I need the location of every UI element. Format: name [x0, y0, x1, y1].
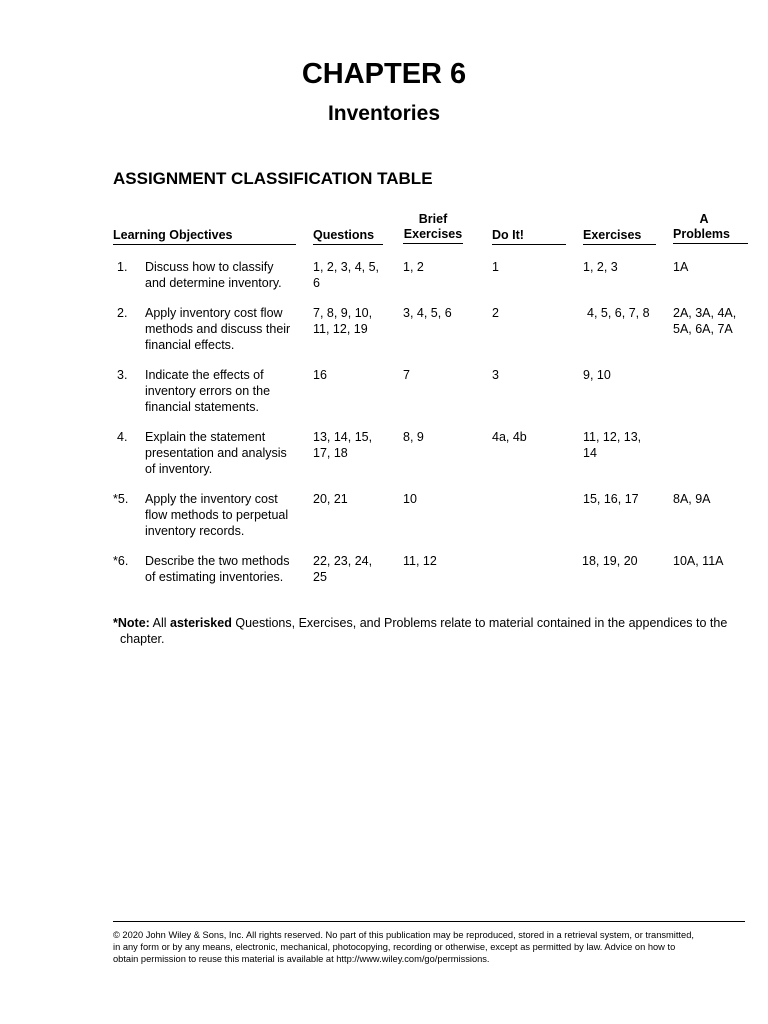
row-exercises	[583, 429, 641, 461]
column-header-brief-line1: Brief	[418, 212, 448, 226]
row-objective	[145, 305, 290, 353]
column-header-objectives: Learning Objectives	[113, 228, 296, 245]
row-objective-line: Explain the statement	[145, 430, 266, 444]
row-questions	[313, 259, 379, 291]
row-a-problems	[673, 491, 711, 507]
note-text-1: All	[152, 616, 167, 630]
row-doit: 3	[492, 368, 499, 382]
footer-line: in any form or by any means, electronic, mechanical, photocopying, recording or otherwise, except as permitted by law. Advice on how to	[113, 942, 676, 952]
chapter-title: CHAPTER 6	[301, 58, 467, 90]
row-objective	[145, 429, 287, 477]
footer-line: © 2020 John Wiley & Sons, Inc. All rights reserved. No part of this publication may be reproduced, stored in a retrieval system, or transmitted,	[113, 930, 694, 940]
row-brief-exercises: 8, 9	[403, 430, 424, 444]
row-exercises-line: 14	[583, 446, 597, 460]
asterisk-note	[113, 615, 743, 647]
column-header-aprob-line1: A	[699, 212, 709, 226]
row-objective-line: flow methods to perpetual	[145, 508, 289, 522]
chapter-subtitle: Inventories	[327, 102, 441, 125]
row-a-problems-line: 10A, 11A	[673, 554, 724, 568]
row-objective	[145, 259, 282, 291]
row-questions	[313, 491, 348, 507]
row-questions-line: 1, 2, 3, 4, 5,	[313, 260, 380, 274]
row-exercises-line: 11, 12, 13,	[583, 430, 642, 444]
note-text-2: Questions, Exercises, and Problems relate to material contained in the appendices to the	[235, 616, 728, 630]
row-objective-line: methods and discuss their	[145, 322, 291, 336]
row-exercises	[583, 367, 611, 383]
column-header-aprob-line2: Problems	[673, 227, 748, 244]
row-objective	[145, 553, 290, 585]
row-brief-exercises: 11, 12	[403, 554, 437, 568]
row-exercises	[583, 491, 639, 507]
row-objective-line: Apply inventory cost flow	[145, 306, 283, 320]
copyright-footer	[113, 929, 745, 965]
row-objective-line: Discuss how to classify	[145, 260, 274, 274]
row-objective-line: of inventory.	[145, 462, 213, 476]
row-questions-line: 22, 23, 24,	[313, 554, 373, 568]
row-exercises	[583, 259, 618, 275]
row-questions-line: 11, 12, 19	[313, 322, 368, 336]
row-objective	[145, 367, 270, 415]
row-objective-line: of estimating inventories.	[145, 570, 284, 584]
row-a-problems	[673, 305, 736, 337]
row-a-problems-line: 1A	[673, 260, 689, 274]
note-label: *Note:	[113, 616, 150, 630]
row-objective-line: Indicate the effects of	[145, 368, 264, 382]
row-exercises-line: 4, 5, 6, 7, 8	[587, 306, 650, 320]
row-exercises	[582, 553, 638, 569]
row-number: 4.	[117, 430, 128, 444]
row-exercises-line: 9, 10	[583, 368, 611, 382]
row-objective	[145, 491, 288, 539]
row-questions	[313, 367, 327, 383]
row-number: 2.	[117, 306, 128, 320]
row-exercises-line: 15, 16, 17	[583, 492, 639, 506]
column-header-brief-line2: Exercises	[403, 227, 463, 244]
row-questions	[313, 429, 372, 461]
row-doit: 4a, 4b	[492, 430, 527, 444]
row-questions-line: 16	[313, 368, 327, 382]
row-number: 1.	[117, 260, 128, 274]
column-header-exercises: Exercises	[583, 228, 656, 245]
row-exercises-line: 1, 2, 3	[583, 260, 618, 274]
row-exercises-line: 18, 19, 20	[582, 554, 638, 568]
row-objective-line: presentation and analysis	[145, 446, 287, 460]
row-questions-line: 7, 8, 9, 10,	[313, 306, 373, 320]
section-title: ASSIGNMENT CLASSIFICATION TABLE	[113, 169, 433, 188]
row-questions-line: 6	[313, 276, 320, 290]
row-a-problems-line: 2A, 3A, 4A,	[673, 306, 737, 320]
column-header-brief-exercises	[403, 212, 463, 245]
row-brief-exercises: 1, 2	[403, 260, 424, 274]
row-brief-exercises: 10	[403, 492, 417, 506]
row-objective-line: Apply the inventory cost	[145, 492, 278, 506]
row-a-problems-line: 5A, 6A, 7A	[673, 322, 733, 336]
row-number: *6.	[113, 554, 129, 568]
row-brief-exercises: 3, 4, 5, 6	[403, 306, 452, 320]
row-objective-line: financial statements.	[145, 400, 259, 414]
row-brief-exercises: 7	[403, 368, 410, 382]
column-header-a-problems	[673, 212, 748, 245]
row-questions-line: 17, 18	[313, 446, 348, 460]
row-doit: 2	[492, 306, 499, 320]
row-questions-line: 13, 14, 15,	[313, 430, 373, 444]
row-questions	[313, 305, 372, 337]
row-a-problems-line: 8A, 9A	[673, 492, 711, 506]
footer-divider	[113, 921, 745, 922]
row-questions	[313, 553, 372, 585]
row-a-problems	[673, 259, 688, 275]
column-header-questions: Questions	[313, 228, 383, 245]
row-objective-line: Describe the two methods	[145, 554, 290, 568]
row-exercises	[587, 305, 650, 321]
row-objective-line: financial effects.	[145, 338, 235, 352]
row-objective-line: inventory errors on the	[145, 384, 271, 398]
column-header-doit: Do It!	[492, 228, 566, 245]
row-number: 3.	[117, 368, 128, 382]
row-questions-line: 25	[313, 570, 327, 584]
row-a-problems	[673, 553, 724, 569]
row-questions-line: 20, 21	[313, 492, 348, 506]
note-text-3: chapter.	[120, 632, 165, 646]
row-objective-line: inventory records.	[145, 524, 245, 538]
row-number: *5.	[113, 492, 129, 506]
row-objective-line: and determine inventory.	[145, 276, 282, 290]
row-doit: 1	[492, 260, 499, 274]
note-bold-word: asterisked	[170, 616, 232, 630]
footer-line: obtain permission to reuse this material is available at http://www.wiley.com/go/permissions.	[113, 954, 490, 964]
